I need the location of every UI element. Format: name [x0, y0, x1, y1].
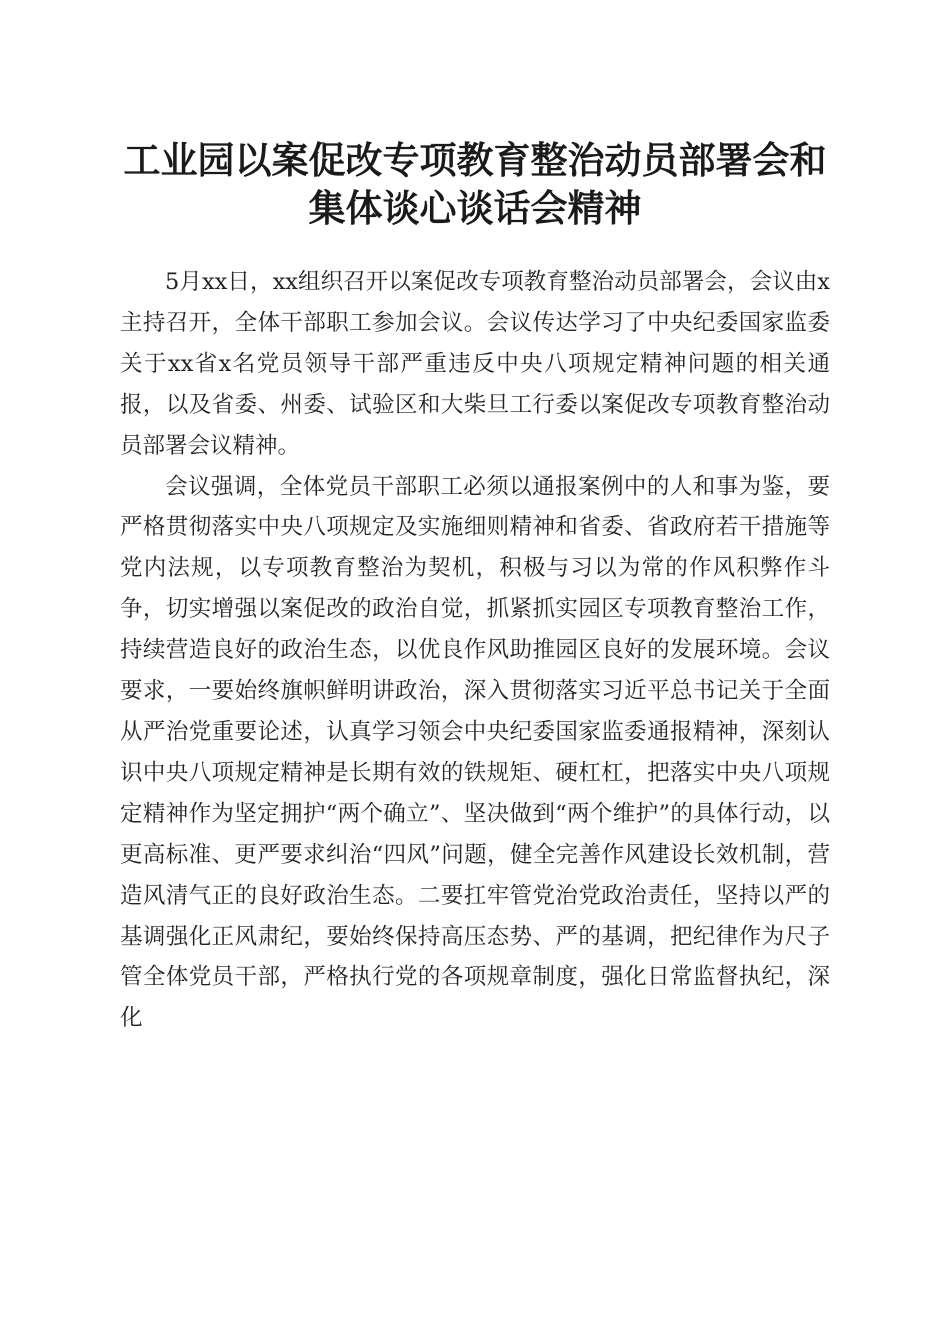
document-body — [120, 262, 830, 1039]
paragraph: 会议强调，全体党员干部职工必须以通报案例中的人和事为鉴，要严格贯彻落实中央八项规定及实施细则精神和省委、省政府若干措施等党内法规，以专项教育整治为契机，积极与习以为常的作风积弊作斗争，切实增强以案促改的政治自觉，抓紧抓实园区专项教育整治工作，持续营造良好的政治生态，以优良作风助推园区良好的发展环境。会议要求，一要始终旗帜鲜明讲政治，深入贯彻落实习近平总书记关于全面从严治党重要论述，认真学习领会中央纪委国家监委通报精神，深刻认识中央八项规定精神是长期有效的铁规矩、硬杠杠，把落实中央八项规定精神作为坚定拥护“两个确立”、坚决做到“两个维护”的具体行动，以更高标准、更严要求纠治“四风”问题，健全完善作风建设长效机制，营造风清气正的良好政治生态。二要扛牢管党治党政治责任，坚持以严的基调强化正风肃纪，要始终保持高压态势、严的基调，把纪律作为尺子管全体党员干部，严格执行党的各项规章制度，强化日常监督执纪，深化 — [120, 473, 830, 1032]
paragraph: 5月xx日，xx组织召开以案促改专项教育整治动员部署会，会议由x主持召开，全体干部职工参加会议。会议传达学习了中央纪委国家监委关于xx省x名党员领导干部严重违反中央八项规定精神问题的相关通报，以及省委、州委、试验区和大柴旦工行委以案促改专项教育整治动员部署会议精神。 — [120, 269, 830, 459]
document-title: 工业园以案促改专项教育整治动员部署会和集体谈心谈话会精神 — [123, 138, 827, 230]
